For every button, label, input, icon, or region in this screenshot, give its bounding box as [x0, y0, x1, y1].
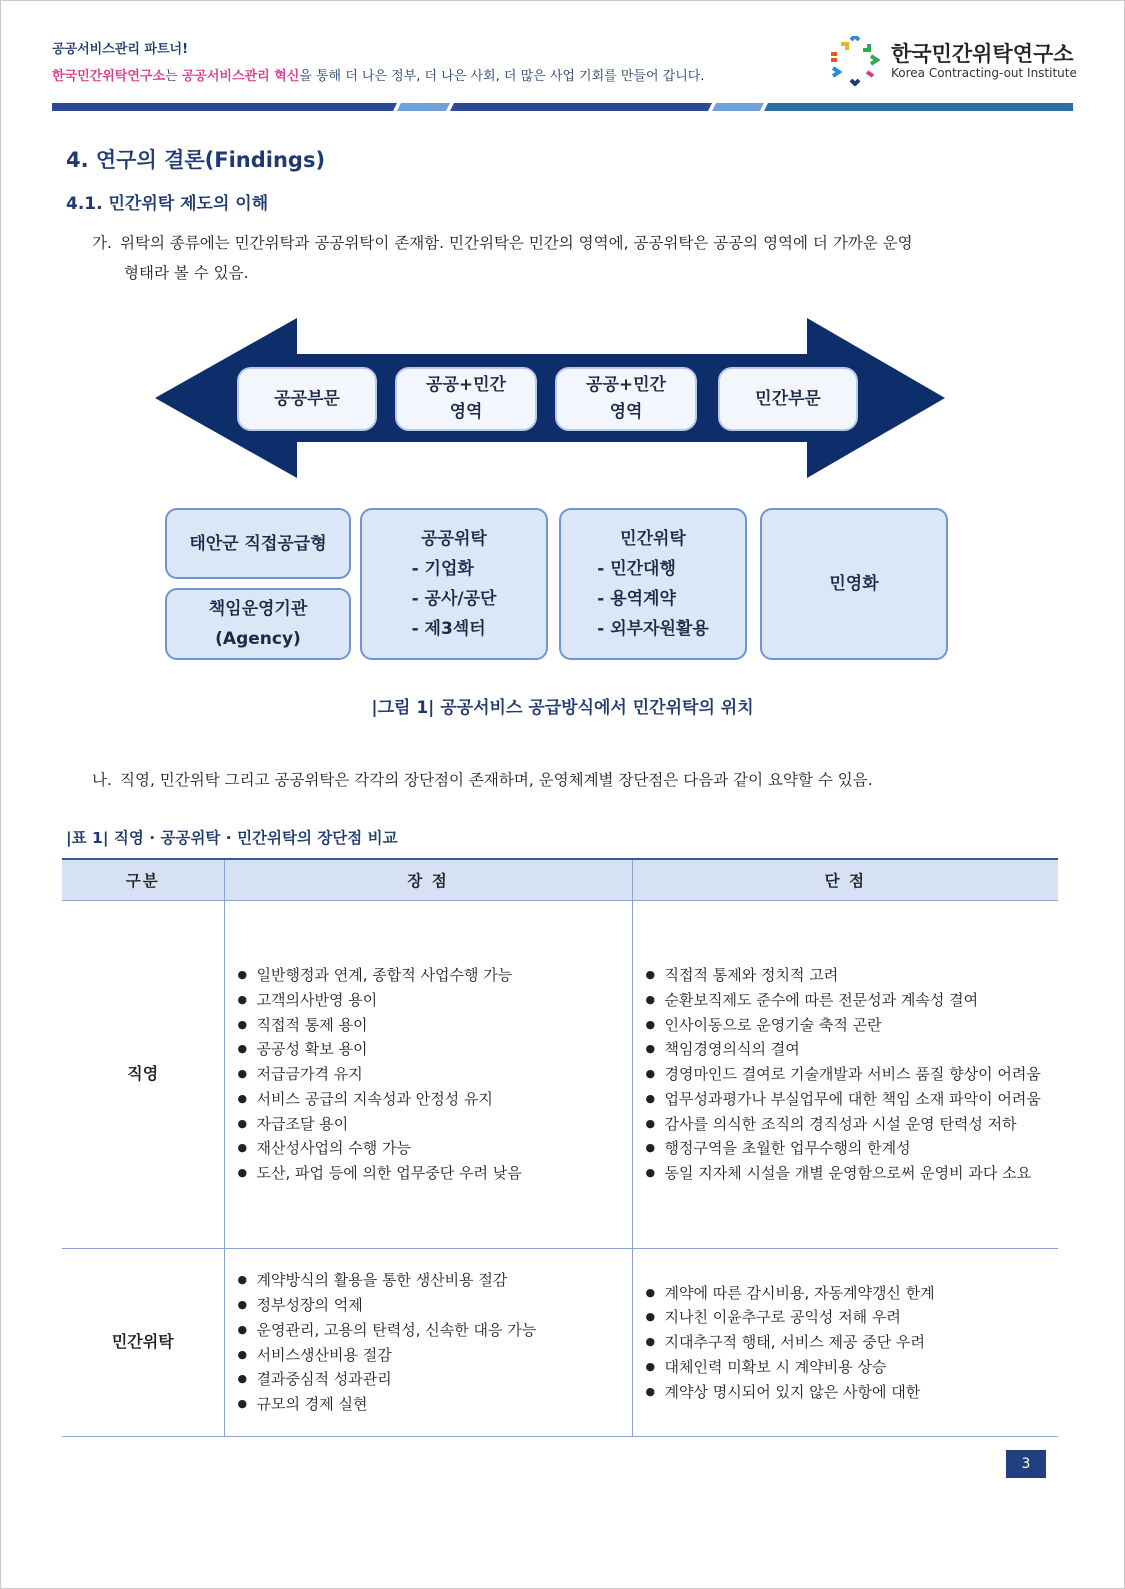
header-stripe-bar: [52, 101, 1073, 113]
list-item: ● 업무성과평가나 부실업무에 대한 책임 소재 파악이 어려움: [643, 1087, 1049, 1112]
list-item: ● 결과중심적 성과관리: [235, 1367, 622, 1392]
list-item: ● 규모의 경제 실현: [235, 1392, 622, 1417]
list-item: - 공사/공단: [411, 589, 497, 609]
list-item: ● 계약에 따른 감시비용, 자동계약갱신 한계: [643, 1281, 1049, 1306]
paragraph-na: [92, 765, 873, 795]
table-header-row: [62, 859, 1058, 901]
list-item: ● 책임경영의식의 결여: [643, 1037, 1049, 1062]
header-tagline: [52, 65, 704, 84]
list-item: ● 정부성장의 억제: [235, 1293, 622, 1318]
section-subheading: 4.1. 민간위탁 제도의 이해: [66, 194, 269, 214]
cons-list: [643, 1281, 1049, 1405]
list-item: ● 직접적 통제와 정치적 고려: [643, 963, 1049, 988]
tagline-highlight: 공공서비스관리 혁신: [181, 69, 300, 84]
column-header: 구분: [62, 859, 224, 901]
box-agency: 책임운영기관 (Agency): [165, 588, 351, 660]
pros-list: [235, 1268, 622, 1417]
spectrum-public-sector: 공공부문: [237, 367, 377, 431]
figure-caption: |그림 1| 공공서비스 공급방식에서 민간위탁의 위치: [371, 698, 754, 718]
pros-cell: [224, 901, 632, 1249]
table-row: [62, 901, 1058, 1249]
row-label: 민간위탁: [62, 1249, 224, 1437]
list-item: ● 저급금가격 유지: [235, 1062, 622, 1087]
list-item: ● 운영관리, 고용의 탄력성, 신속한 대응 가능: [235, 1318, 622, 1343]
tagline-text-a: 는: [165, 69, 182, 84]
pros-list: [235, 963, 622, 1186]
page-number: 3: [1006, 1450, 1046, 1478]
list-item: - 외부자원활용: [597, 619, 709, 639]
list-item: ● 고객의사반영 용이: [235, 988, 622, 1013]
spectrum-public-private-2: 공공+민간 영역: [555, 367, 697, 431]
pros-cell: [224, 1249, 632, 1437]
list-item: - 기업화: [411, 559, 474, 579]
list-item: ● 경영마인드 결여로 기술개발과 서비스 품질 향상이 어려움: [643, 1062, 1049, 1087]
list-item: ● 일반행정과 연계, 종합적 사업수행 가능: [235, 963, 622, 988]
list-item: ● 지나친 이윤추구로 공익성 저해 우려: [643, 1305, 1049, 1330]
box-direct-supply: 태안군 직접공급형: [165, 508, 351, 579]
box-public-entrustment: 공공위탁 - 기업화 - 공사/공단 - 제3섹터: [360, 508, 548, 660]
table-row: [62, 1249, 1058, 1437]
institute-logo: [827, 36, 1077, 86]
paragraph-line: 형태라 볼 수 있음.: [124, 264, 249, 282]
list-item: ● 직접적 통제 용이: [235, 1013, 622, 1038]
list-item: ● 서비스 공급의 지속성과 안정성 유지: [235, 1087, 622, 1112]
list-item: - 용역계약: [597, 589, 676, 609]
list-item: ● 계약방식의 활용을 통한 생산비용 절감: [235, 1268, 622, 1293]
paragraph-line: 위탁의 종류에는 민간위탁과 공공위탁이 존재함. 민간위탁은 민간의 영역에, 공공위탁은 공공의 영역에 더 가까운 운영: [120, 234, 913, 252]
header-title: 공공서비스관리 파트너!: [52, 42, 189, 57]
column-header: 단 점: [632, 859, 1058, 901]
list-item: ● 인사이동으로 운영기술 축적 곤란: [643, 1013, 1049, 1038]
box-private-entrustment: 민간위탁 - 민간대행 - 용역계약 - 외부자원활용: [559, 508, 747, 660]
section-heading: 4. 연구의 결론(Findings): [66, 148, 326, 172]
list-item: ● 감사를 의식한 조직의 경직성과 시설 운영 탄력성 저하: [643, 1112, 1049, 1137]
list-item: ● 자급조달 용이: [235, 1112, 622, 1137]
spectrum-public-private-1: 공공+민간 영역: [395, 367, 537, 431]
list-item: ● 지대추구적 행태, 서비스 제공 중단 우려: [643, 1330, 1049, 1355]
list-item: ● 도산, 파업 등에 의한 업무중단 우려 낮음: [235, 1161, 622, 1186]
tagline-org: 한국민간위탁연구소: [52, 69, 166, 84]
column-header: 장 점: [224, 859, 632, 901]
cons-list: [643, 963, 1049, 1186]
list-item: ● 재산성사업의 수행 가능: [235, 1136, 622, 1161]
spectrum-private-sector: 민간부문: [718, 367, 858, 431]
box-privatization: 민영화: [760, 508, 948, 660]
list-item: ● 서비스생산비용 절감: [235, 1343, 622, 1368]
list-item: ● 대체인력 미확보 시 계약비용 상승: [643, 1355, 1049, 1380]
list-item: - 제3섹터: [411, 619, 486, 639]
list-item: ● 행정구역을 초월한 업무수행의 한계성: [643, 1136, 1049, 1161]
comparison-table: [62, 858, 1058, 1437]
paragraph-ga: [92, 228, 913, 288]
logo-name: 한국민간위탁연구소: [891, 42, 1074, 66]
paragraph-marker: 나.: [92, 771, 112, 789]
list-item: - 민간대행: [597, 559, 676, 579]
row-label: 직영: [62, 901, 224, 1249]
list-item: ● 순환보직제도 준수에 따른 전문성과 계속성 결여: [643, 988, 1049, 1013]
logo-mark-icon: [827, 36, 883, 86]
logo-english-name: Korea Contracting-out Institute: [891, 66, 1077, 80]
list-item: ● 계약상 명시되어 있지 않은 사항에 대한: [643, 1380, 1049, 1405]
list-item: ● 공공성 확보 용이: [235, 1037, 622, 1062]
paragraph-marker: 가.: [92, 234, 112, 252]
supply-method-diagram: [155, 318, 960, 688]
tagline-text-b: 을 통해 더 나은 정부, 더 나은 사회, 더 많은 사업 기회를 만들어 갑니다.: [299, 69, 705, 84]
paragraph-line: 직영, 민간위탁 그리고 공공위탁은 각각의 장단점이 존재하며, 운영체계별 장단점은 다음과 같이 요약할 수 있음.: [120, 771, 873, 789]
list-item: ● 동일 지자체 시설을 개별 운영함으로써 운영비 과다 소요: [643, 1161, 1049, 1186]
table-title: |표 1| 직영 · 공공위탁 · 민간위탁의 장단점 비교: [66, 829, 398, 847]
cons-cell: [632, 1249, 1058, 1437]
cons-cell: [632, 901, 1058, 1249]
